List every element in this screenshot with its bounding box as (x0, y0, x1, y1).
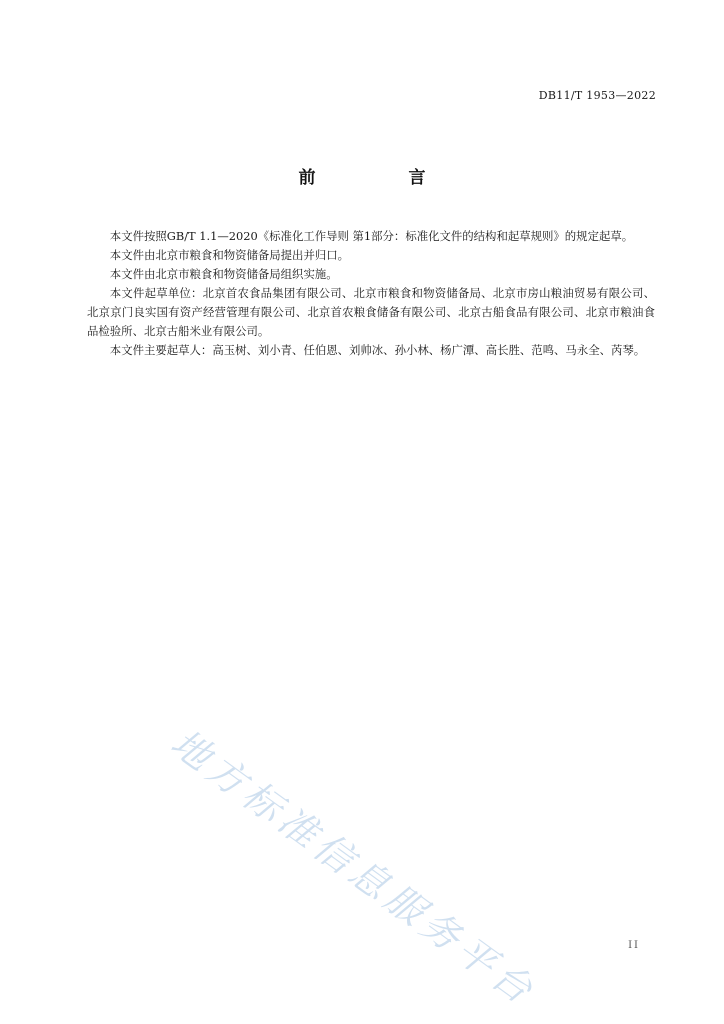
paragraph-proposer: 本文件由北京市粮食和物资储备局提出并归口。 (109, 248, 350, 262)
paragraph-drafting-basis: 本文件按照GB/T 1.1—2020《标准化工作导则 第1部分：标准化文件的结构和起草规则》的规定起草。 (109, 229, 634, 243)
paragraph-drafters: 本文件主要起草人：高玉树、刘小青、任伯恩、刘帅冰、孙小林、杨广潭、高长胜、范鸣、马永全、芮琴。 (109, 343, 646, 357)
paragraph-implementer: 本文件由北京市粮食和物资储备局组织实施。 (109, 267, 338, 281)
page-title: 前 言 (298, 168, 464, 188)
paragraph-drafting-units: 本文件起草单位：北京首农食品集团有限公司、北京市粮食和物资储备局、北京市房山粮油贸易有限公司、北京京门良实国有资产经营管理有限公司、北京首农粮食储备有限公司、北京古船食品有限公司、北京市粮油食品检验所、北京古船米业有限公司。 (87, 286, 655, 338)
foreword-body (87, 227, 655, 360)
page-number: II (628, 940, 640, 951)
document-code: DB11/T 1953—2022 (538, 89, 656, 102)
watermark: 地方标准信息服务平台 (163, 720, 545, 1015)
